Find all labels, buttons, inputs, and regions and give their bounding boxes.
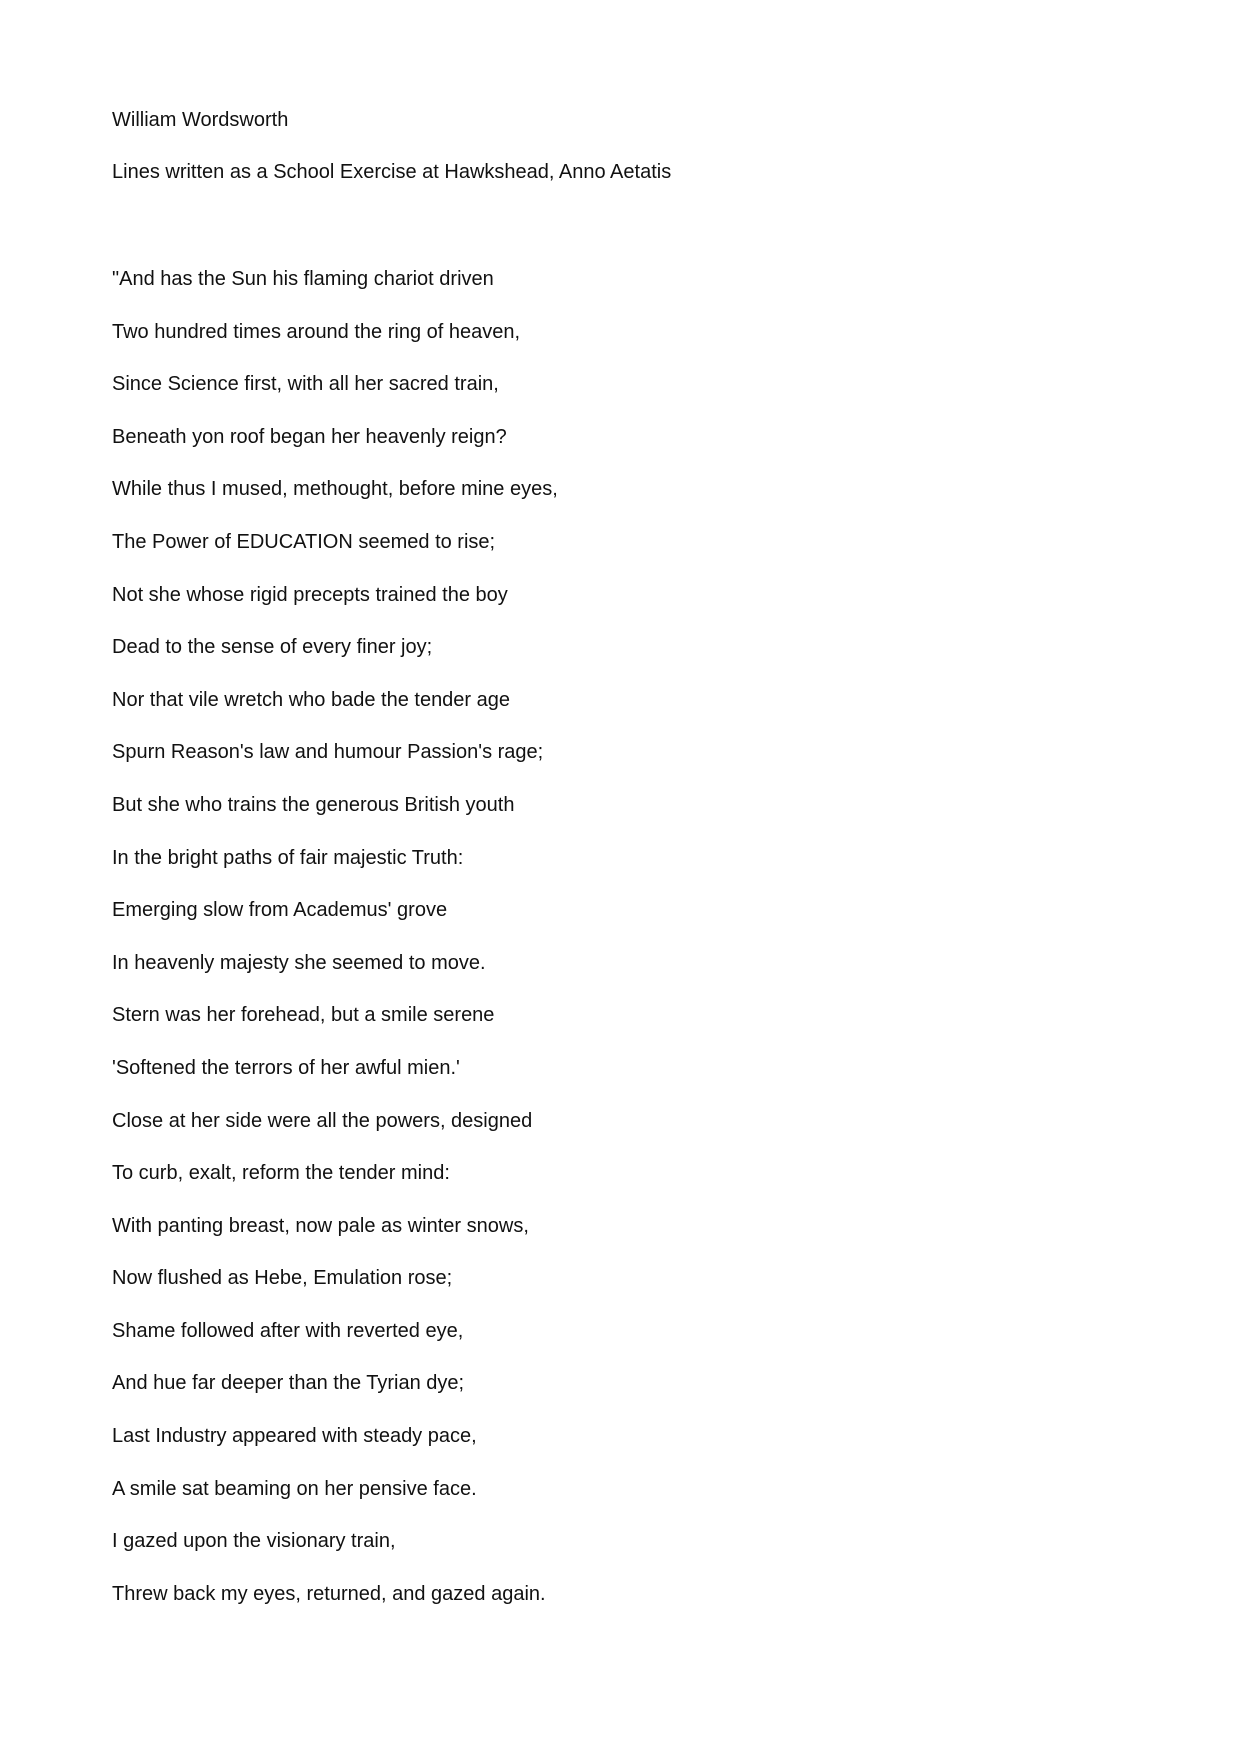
- poem-line: Shame followed after with reverted eye,: [112, 1319, 464, 1342]
- poem-line: The Power of EDUCATION seemed to rise;: [112, 530, 496, 553]
- poem-line: In heavenly majesty she seemed to move.: [112, 951, 486, 974]
- poem-line: With panting breast, now pale as winter snows,: [112, 1214, 529, 1237]
- poem-line: Two hundred times around the ring of heaven,: [112, 320, 521, 343]
- poem-line: Close at her side were all the powers, designed: [112, 1109, 533, 1132]
- poem-line: A smile sat beaming on her pensive face.: [112, 1477, 477, 1500]
- poem-line: Stern was her forehead, but a smile serene: [112, 1004, 495, 1027]
- poem-line: 'Softened the terrors of her awful mien.': [112, 1056, 460, 1079]
- poem-line: In the bright paths of fair majestic Truth:: [112, 846, 464, 869]
- poem-line: Since Science first, with all her sacred train,: [112, 373, 499, 396]
- poem-line: Emerging slow from Academus' grove: [112, 899, 448, 922]
- poem-line: "And has the Sun his flaming chariot driven: [112, 268, 494, 290]
- poem-title: Lines written as a School Exercise at Hawkshead, Anno Aetatis: [112, 161, 672, 183]
- poem-line: Beneath yon roof began her heavenly reign?: [112, 425, 507, 448]
- poem-line: Threw back my eyes, returned, and gazed again.: [112, 1582, 546, 1605]
- poem-line: Spurn Reason's law and humour Passion's rage;: [112, 741, 544, 764]
- author-name: William Wordsworth: [112, 109, 289, 131]
- poem-text-block: [112, 108, 1112, 1634]
- poem-line: But she who trains the generous British youth: [112, 793, 515, 816]
- poem-line: And hue far deeper than the Tyrian dye;: [112, 1372, 465, 1395]
- poem-line: I gazed upon the visionary train,: [112, 1530, 396, 1553]
- poem-line: To curb, exalt, reform the tender mind:: [112, 1162, 450, 1185]
- poem-line: Now flushed as Hebe, Emulation rose;: [112, 1267, 453, 1290]
- poem-line: While thus I mused, methought, before mine eyes,: [112, 478, 558, 501]
- poem-line: Dead to the sense of every finer joy;: [112, 636, 433, 659]
- poem-lines: [112, 267, 1112, 1606]
- poem-line: Last Industry appeared with steady pace,: [112, 1425, 477, 1448]
- poem-line: Nor that vile wretch who bade the tender age: [112, 688, 511, 711]
- poem-line: Not she whose rigid precepts trained the boy: [112, 583, 508, 606]
